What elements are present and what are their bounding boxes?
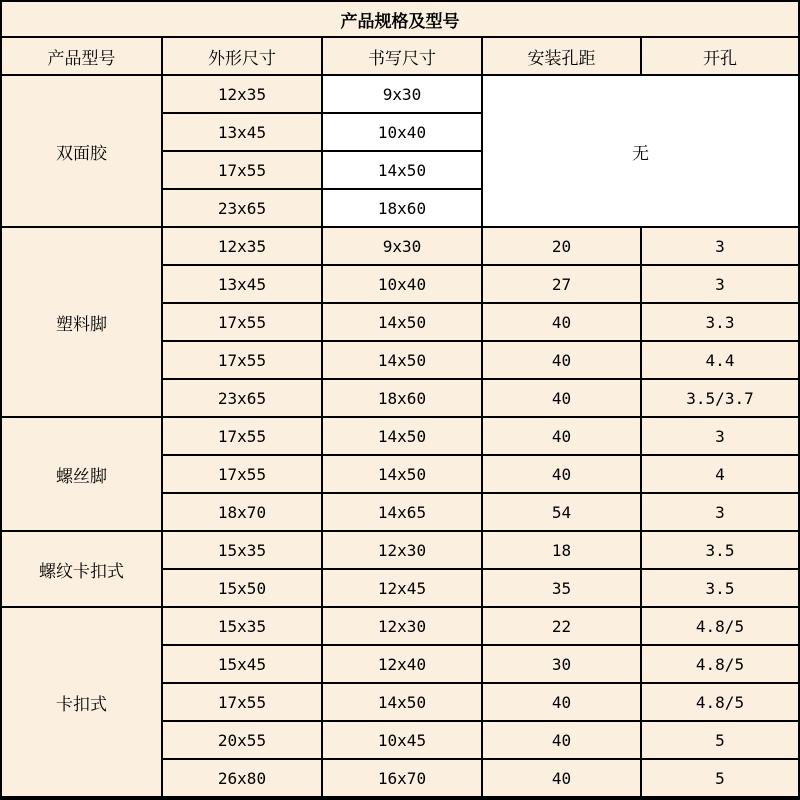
product-type-label: 双面胶 [2, 76, 161, 226]
hole-size-cell: 3 [642, 418, 798, 454]
writing-size-cell: 10x40 [323, 114, 481, 150]
writing-size-cell: 9x30 [323, 228, 481, 264]
writing-size-cell: 12x40 [323, 646, 481, 682]
hole-size-cell: 3.5/3.7 [642, 380, 798, 416]
outer-size-cell: 18x70 [163, 494, 321, 530]
mount-spacing-cell: 54 [483, 494, 640, 530]
writing-size-cell: 14x50 [323, 418, 481, 454]
table-title: 产品规格及型号 [2, 2, 798, 36]
product-type-label: 螺纹卡扣式 [2, 532, 161, 606]
hole-size-cell: 3 [642, 228, 798, 264]
column-header: 开孔 [642, 38, 798, 74]
mount-spacing-cell: 40 [483, 304, 640, 340]
mount-spacing-cell: 40 [483, 760, 640, 796]
column-header: 产品型号 [2, 38, 161, 74]
product-type-label: 塑料脚 [2, 228, 161, 416]
outer-size-cell: 15x35 [163, 532, 321, 568]
mount-spacing-cell: 35 [483, 570, 640, 606]
mount-spacing-cell: 18 [483, 532, 640, 568]
hole-size-cell: 3 [642, 494, 798, 530]
outer-size-cell: 23x65 [163, 190, 321, 226]
writing-size-cell: 14x50 [323, 342, 481, 378]
writing-size-cell: 14x50 [323, 304, 481, 340]
hole-size-cell: 4 [642, 456, 798, 492]
mount-spacing-cell: 40 [483, 456, 640, 492]
mount-spacing-cell: 40 [483, 380, 640, 416]
writing-size-cell: 9x30 [323, 76, 481, 112]
hole-size-cell: 3.5 [642, 570, 798, 606]
hole-size-cell: 4.4 [642, 342, 798, 378]
outer-size-cell: 17x55 [163, 152, 321, 188]
writing-size-cell: 14x65 [323, 494, 481, 530]
outer-size-cell: 15x35 [163, 608, 321, 644]
writing-size-cell: 14x50 [323, 684, 481, 720]
outer-size-cell: 13x45 [163, 114, 321, 150]
writing-size-cell: 18x60 [323, 380, 481, 416]
writing-size-cell: 16x70 [323, 760, 481, 796]
outer-size-cell: 13x45 [163, 266, 321, 302]
mount-spacing-cell: 27 [483, 266, 640, 302]
outer-size-cell: 12x35 [163, 228, 321, 264]
outer-size-cell: 17x55 [163, 304, 321, 340]
mount-spacing-cell: 30 [483, 646, 640, 682]
hole-size-cell: 3 [642, 266, 798, 302]
writing-size-cell: 10x40 [323, 266, 481, 302]
mount-spacing-cell: 40 [483, 722, 640, 758]
writing-size-cell: 12x30 [323, 532, 481, 568]
writing-size-cell: 14x50 [323, 152, 481, 188]
column-header: 书写尺寸 [323, 38, 481, 74]
column-header: 安装孔距 [483, 38, 640, 74]
mount-spacing-cell: 40 [483, 418, 640, 454]
hole-size-cell: 4.8/5 [642, 684, 798, 720]
hole-size-cell: 4.8/5 [642, 608, 798, 644]
column-header: 外形尺寸 [163, 38, 321, 74]
product-type-label: 螺丝脚 [2, 418, 161, 530]
mount-spacing-cell: 22 [483, 608, 640, 644]
mount-spacing-cell: 40 [483, 684, 640, 720]
hole-size-cell: 5 [642, 722, 798, 758]
hole-size-cell: 3.3 [642, 304, 798, 340]
writing-size-cell: 10x45 [323, 722, 481, 758]
writing-size-cell: 12x45 [323, 570, 481, 606]
product-type-label: 卡扣式 [2, 608, 161, 796]
outer-size-cell: 15x50 [163, 570, 321, 606]
outer-size-cell: 17x55 [163, 418, 321, 454]
outer-size-cell: 15x45 [163, 646, 321, 682]
writing-size-cell: 12x30 [323, 608, 481, 644]
hole-size-cell: 4.8/5 [642, 646, 798, 682]
hole-size-cell: 5 [642, 760, 798, 796]
outer-size-cell: 23x65 [163, 380, 321, 416]
mount-spacing-cell: 20 [483, 228, 640, 264]
outer-size-cell: 17x55 [163, 342, 321, 378]
outer-size-cell: 17x55 [163, 684, 321, 720]
outer-size-cell: 20x55 [163, 722, 321, 758]
outer-size-cell: 12x35 [163, 76, 321, 112]
outer-size-cell: 26x80 [163, 760, 321, 796]
merged-note-cell: 无 [483, 76, 798, 226]
writing-size-cell: 18x60 [323, 190, 481, 226]
outer-size-cell: 17x55 [163, 456, 321, 492]
hole-size-cell: 3.5 [642, 532, 798, 568]
mount-spacing-cell: 40 [483, 342, 640, 378]
writing-size-cell: 14x50 [323, 456, 481, 492]
